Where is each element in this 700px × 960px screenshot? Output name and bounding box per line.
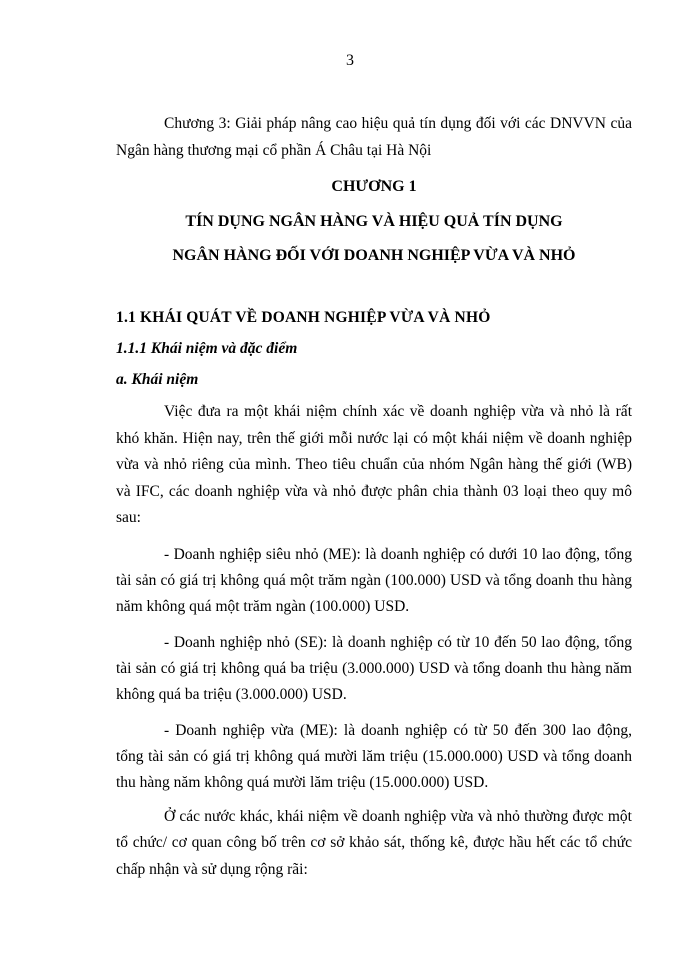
bullet-small-enterprise: - Doanh nghiệp nhỏ (SE): là doanh nghiệp có từ 10 đến 50 lao động, tổng tài sản có giá trị không quá ba triệu (3.000.000) USD và tổng doanh thu hàng năm không quá ba triệu (3.000.000) USD. (116, 633, 632, 703)
chapter-title-line-1: TÍN DỤNG NGÂN HÀNG VÀ HIỆU QUẢ TÍN DỤNG (185, 213, 563, 230)
subsection-heading: 1.1.1 Khái niệm và đặc điểm (116, 340, 298, 357)
chapter-label: CHƯƠNG 1 (331, 178, 417, 195)
bullet-medium-enterprise: - Doanh nghiệp vừa (ME): là doanh nghiệp có từ 50 đến 300 lao động, tổng tài sản có giá trị không quá mười lăm triệu (15.000.000) USD và tổng doanh thu hàng năm không quá mười lăm triệu (15.000.000) USD. (116, 721, 632, 791)
paragraph-other-countries: Ở các nước khác, khái niệm về doanh nghiệp vừa và nhỏ thường được một tổ chức/ cơ quan công bố trên cơ sở khảo sát, thống kê, được hầu hết các tổ chức chấp nhận và sử dụng rộng rãi: (116, 807, 632, 878)
section-heading: 1.1 KHÁI QUÁT VỀ DOANH NGHIỆP VỪA VÀ NHỎ (116, 309, 491, 326)
page-content (116, 110, 632, 883)
chapter-title-line-2: NGÂN HÀNG ĐỐI VỚI DOANH NGHIỆP VỪA VÀ NHỎ (172, 247, 576, 264)
bullet-micro-enterprise: - Doanh nghiệp siêu nhỏ (ME): là doanh nghiệp có dưới 10 lao động, tổng tài sản có giá trị không quá một trăm ngàn (100.000) USD và tổng doanh thu hàng năm không quá một trăm ngàn (100.000) USD. (116, 545, 632, 615)
subsubsection-heading: a. Khái niệm (116, 371, 199, 388)
intro-line: Chương 3: Giải pháp nâng cao hiệu quả tín dụng đối với các DNVVN của Ngân hàng thương mại cổ phần Á Châu tại Hà Nội (116, 115, 632, 159)
page-number: 3 (346, 52, 354, 69)
paragraph-definition: Việc đưa ra một khái niệm chính xác về doanh nghiệp vừa và nhỏ là rất khó khăn. Hiện nay, trên thế giới mỗi nước lại có một khái niệm về doanh nghiệp vừa và nhỏ riêng của mình. Theo tiêu chuẩn của nhóm Ngân hàng thế giới (WB) và IFC, các doanh nghiệp vừa và nhỏ được phân chia thành 03 loại theo quy mô sau: (116, 403, 632, 526)
